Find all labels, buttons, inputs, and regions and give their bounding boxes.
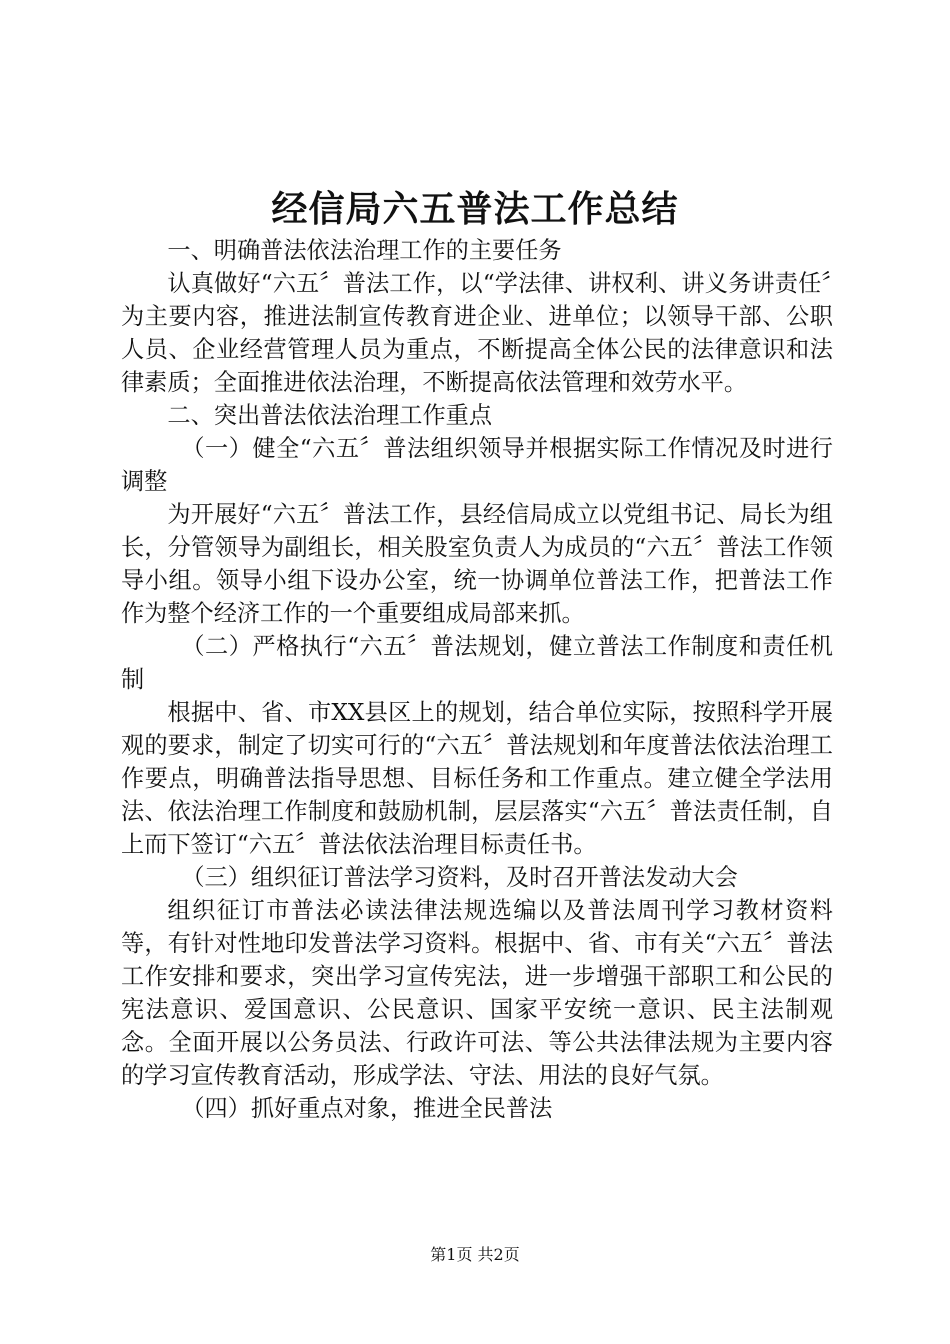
body-paragraph: 根据中、省、市XX县区上的规划，结合单位实际，按照科学开展观的要求，制定了切实可行的“六五〞普法规划和年度普法依法治理工作要点，明确普法指导思想、目标任务和工作重点。建立健全学法用法、依法治理工作制度和鼓励机制，层层落实“六五〞普法责任制，自上而下签订“六五〞普法依法治理目标责任书。 bbox=[121, 699, 833, 858]
document-title: 经信局六五普法工作总结 bbox=[271, 188, 679, 230]
sub-section-heading: （四）抓好重点对象，推进全民普法 bbox=[181, 1095, 553, 1122]
sub-section-heading: （二）严格执行“六五〞普法规划，健立普法工作制度和责任机制 bbox=[121, 633, 833, 693]
body-paragraph: 认真做好“六五〞普法工作，以“学法律、讲权利、讲义务讲责任〞为主要内容，推进法制宣传教育进企业、进单位；以领导干部、公职人员、企业经营管理人员为重点，不断提高全体公民的法律意识和法律素质；全面推进依法治理，不断提高依法管理和效劳水平。 bbox=[121, 270, 833, 396]
section-heading: 二、突出普法依法治理工作重点 bbox=[167, 402, 493, 429]
document-body bbox=[121, 234, 833, 1125]
body-paragraph: 为开展好“六五〞普法工作，县经信局成立以党组书记、局长为组长，分管领导为副组长，相关股室负责人为成员的“六五〞普法工作领导小组。领导小组下设办公室，统一协调单位普法工作，把普法工作作为整个经济工作的一个重要组成局部来抓。 bbox=[121, 501, 833, 627]
page-number: 第1页 共2页 bbox=[430, 1245, 520, 1264]
section-heading: 一、明确普法依法治理工作的主要任务 bbox=[167, 237, 562, 264]
body-paragraph: 组织征订市普法必读法律法规选编以及普法周刊学习教材资料等，有针对性地印发普法学习资料。根据中、省、市有关“六五〞普法工作安排和要求，突出学习宣传宪法，进一步增强干部职工和公民的宪法意识、爱国意识、公民意识、国家平安统一意识、民主法制观念。全面开展以公务员法、行政许可法、等公共法律法规为主要内容的学习宣传教育活动，形成学法、守法、用法的良好气氛。 bbox=[121, 897, 833, 1089]
sub-section-heading: （三）组织征订普法学习资料，及时召开普法发动大会 bbox=[181, 864, 738, 891]
sub-section-heading: （一）健全“六五〞普法组织领导并根据实际工作情况及时进行调整 bbox=[121, 435, 833, 495]
